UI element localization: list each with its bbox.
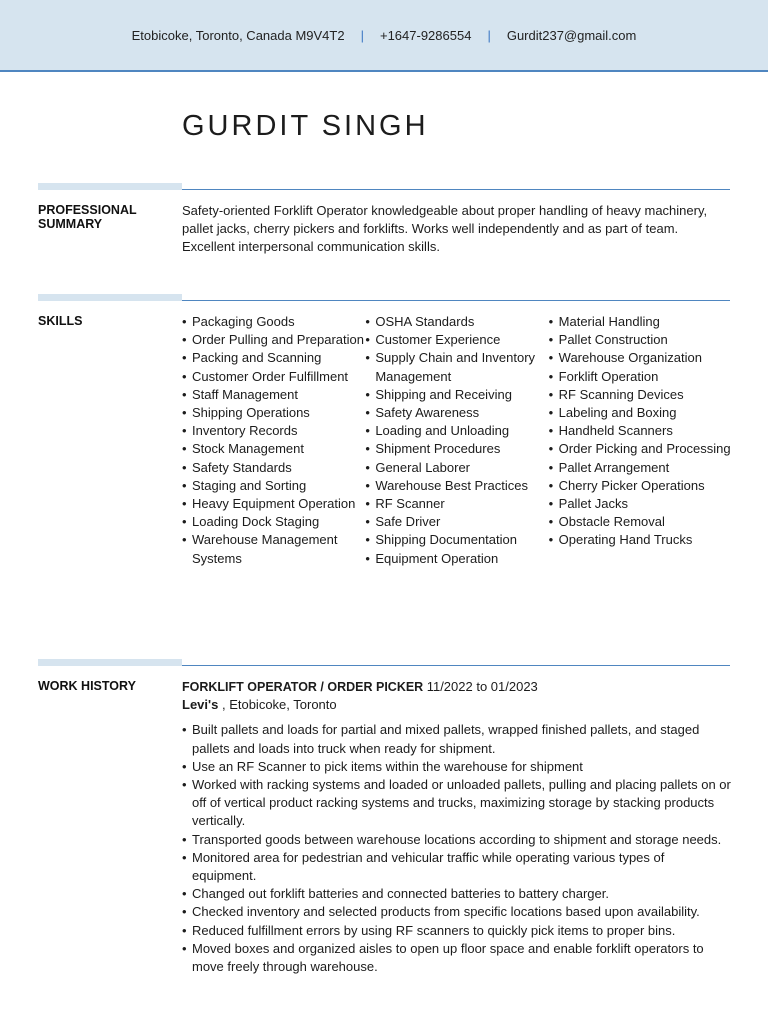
- skill-item: • Order Pulling and Preparation: [182, 331, 365, 349]
- duty-item: • Checked inventory and selected products from specific locations based upon availability.: [182, 903, 732, 921]
- skill-item: • Loading Dock Staging: [182, 513, 365, 531]
- duty-item: • Changed out forklift batteries and connected batteries to battery charger.: [182, 885, 732, 903]
- skill-item: • Shipment Procedures: [365, 440, 548, 458]
- skill-item: • Warehouse Organization: [549, 349, 732, 367]
- skill-item: • Heavy Equipment Operation: [182, 495, 365, 513]
- section-accent-bar: [38, 659, 182, 666]
- skill-item: • Inventory Records: [182, 422, 365, 440]
- skill-item: • Customer Experience: [365, 331, 548, 349]
- summary-text: Safety-oriented Forklift Operator knowledgeable about proper handling of heavy machinery, pallet jacks, cherry pickers and forklifts. Works well independently and as part of team. Excellent interpersonal communication skills.: [182, 203, 708, 255]
- skill-item: • Warehouse Management Systems: [182, 531, 365, 567]
- contact-bar: [0, 0, 768, 72]
- skill-item: • Forklift Operation: [549, 368, 732, 386]
- section-divider: [182, 665, 730, 666]
- job-entry: [182, 678, 732, 976]
- work-heading: WORK HISTORY: [38, 679, 136, 693]
- skill-item: • Operating Hand Trucks: [549, 531, 732, 549]
- skill-item: • Equipment Operation: [365, 550, 548, 568]
- skills-column: [182, 313, 365, 568]
- skill-item: • Shipping Documentation: [365, 531, 548, 549]
- skill-item: • Handheld Scanners: [549, 422, 732, 440]
- section-divider: [182, 189, 730, 190]
- section-divider: [182, 300, 730, 301]
- skill-item: • Warehouse Best Practices: [365, 477, 548, 495]
- contact-separator: |: [487, 27, 491, 43]
- skill-item: • Obstacle Removal: [549, 513, 732, 531]
- skills-heading: SKILLS: [38, 314, 83, 328]
- skill-item: • Packaging Goods: [182, 313, 365, 331]
- skill-item: • General Laborer: [365, 459, 548, 477]
- skill-item: • OSHA Standards: [365, 313, 548, 331]
- skill-item: • Pallet Arrangement: [549, 459, 732, 477]
- skill-item: • Material Handling: [549, 313, 732, 331]
- skill-item: • RF Scanning Devices: [549, 386, 732, 404]
- contact-email: Gurdit237@gmail.com: [506, 27, 637, 43]
- duty-item: • Reduced fulfillment errors by using RF scanners to quickly pick items to proper bins.: [182, 922, 732, 940]
- job-duties: [182, 721, 732, 976]
- duty-item: • Worked with racking systems and loaded or unloaded pallets, pulling and placing pallets on or off of vertical product racking systems and trucks, maximizing storage by stacking products vertically.: [182, 776, 732, 831]
- skills-column: [365, 313, 548, 568]
- skill-item: • Pallet Construction: [549, 331, 732, 349]
- skill-item: • Pallet Jacks: [549, 495, 732, 513]
- skill-item: • RF Scanner: [365, 495, 548, 513]
- job-dates: 11/2022 to 01/2023: [426, 679, 538, 694]
- job-title: FORKLIFT OPERATOR / ORDER PICKER: [182, 680, 424, 694]
- section-accent-bar: [38, 294, 182, 301]
- skill-item: • Safety Standards: [182, 459, 365, 477]
- skill-item: • Staff Management: [182, 386, 365, 404]
- section-accent-bar: [38, 183, 182, 190]
- contact-phone: +1647-9286554: [379, 27, 472, 43]
- duty-item: • Transported goods between warehouse locations according to shipment and storage needs.: [182, 831, 732, 849]
- skill-item: • Packing and Scanning: [182, 349, 365, 367]
- skill-item: • Labeling and Boxing: [549, 404, 732, 422]
- skill-item: • Shipping and Receiving: [365, 386, 548, 404]
- skill-item: • Safe Driver: [365, 513, 548, 531]
- skill-item: • Loading and Unloading: [365, 422, 548, 440]
- contact-address: Etobicoke, Toronto, Canada M9V4T2: [131, 27, 345, 43]
- duty-item: • Monitored area for pedestrian and vehicular traffic while operating various types of equipment.: [182, 849, 732, 885]
- skills-columns: [182, 313, 732, 568]
- job-title-line: [182, 678, 732, 696]
- contact-separator: |: [360, 27, 364, 43]
- duty-item: • Use an RF Scanner to pick items within the warehouse for shipment: [182, 758, 732, 776]
- skill-item: • Stock Management: [182, 440, 365, 458]
- duty-item: • Built pallets and loads for partial and mixed pallets, wrapped finished pallets, and staged pallets and loads into truck when ready for shipment.: [182, 721, 732, 757]
- job-employer-line: [182, 696, 732, 714]
- skill-item: • Cherry Picker Operations: [549, 477, 732, 495]
- skill-item: • Order Picking and Processing: [549, 440, 732, 458]
- candidate-name: GURDIT SINGH: [182, 110, 429, 142]
- job-location: , Etobicoke, Toronto: [221, 697, 337, 713]
- skill-item: • Customer Order Fulfillment: [182, 368, 365, 386]
- skill-item: • Staging and Sorting: [182, 477, 365, 495]
- skill-item: • Shipping Operations: [182, 404, 365, 422]
- job-employer: Levi's: [182, 697, 219, 713]
- skill-item: • Safety Awareness: [365, 404, 548, 422]
- summary-heading: PROFESSIONAL SUMMARY: [38, 203, 137, 231]
- skills-column: [549, 313, 732, 568]
- duty-item: • Moved boxes and organized aisles to open up floor space and enable forklift operators to move freely through warehouse.: [182, 940, 732, 976]
- skill-item: • Supply Chain and Inventory Management: [365, 349, 548, 385]
